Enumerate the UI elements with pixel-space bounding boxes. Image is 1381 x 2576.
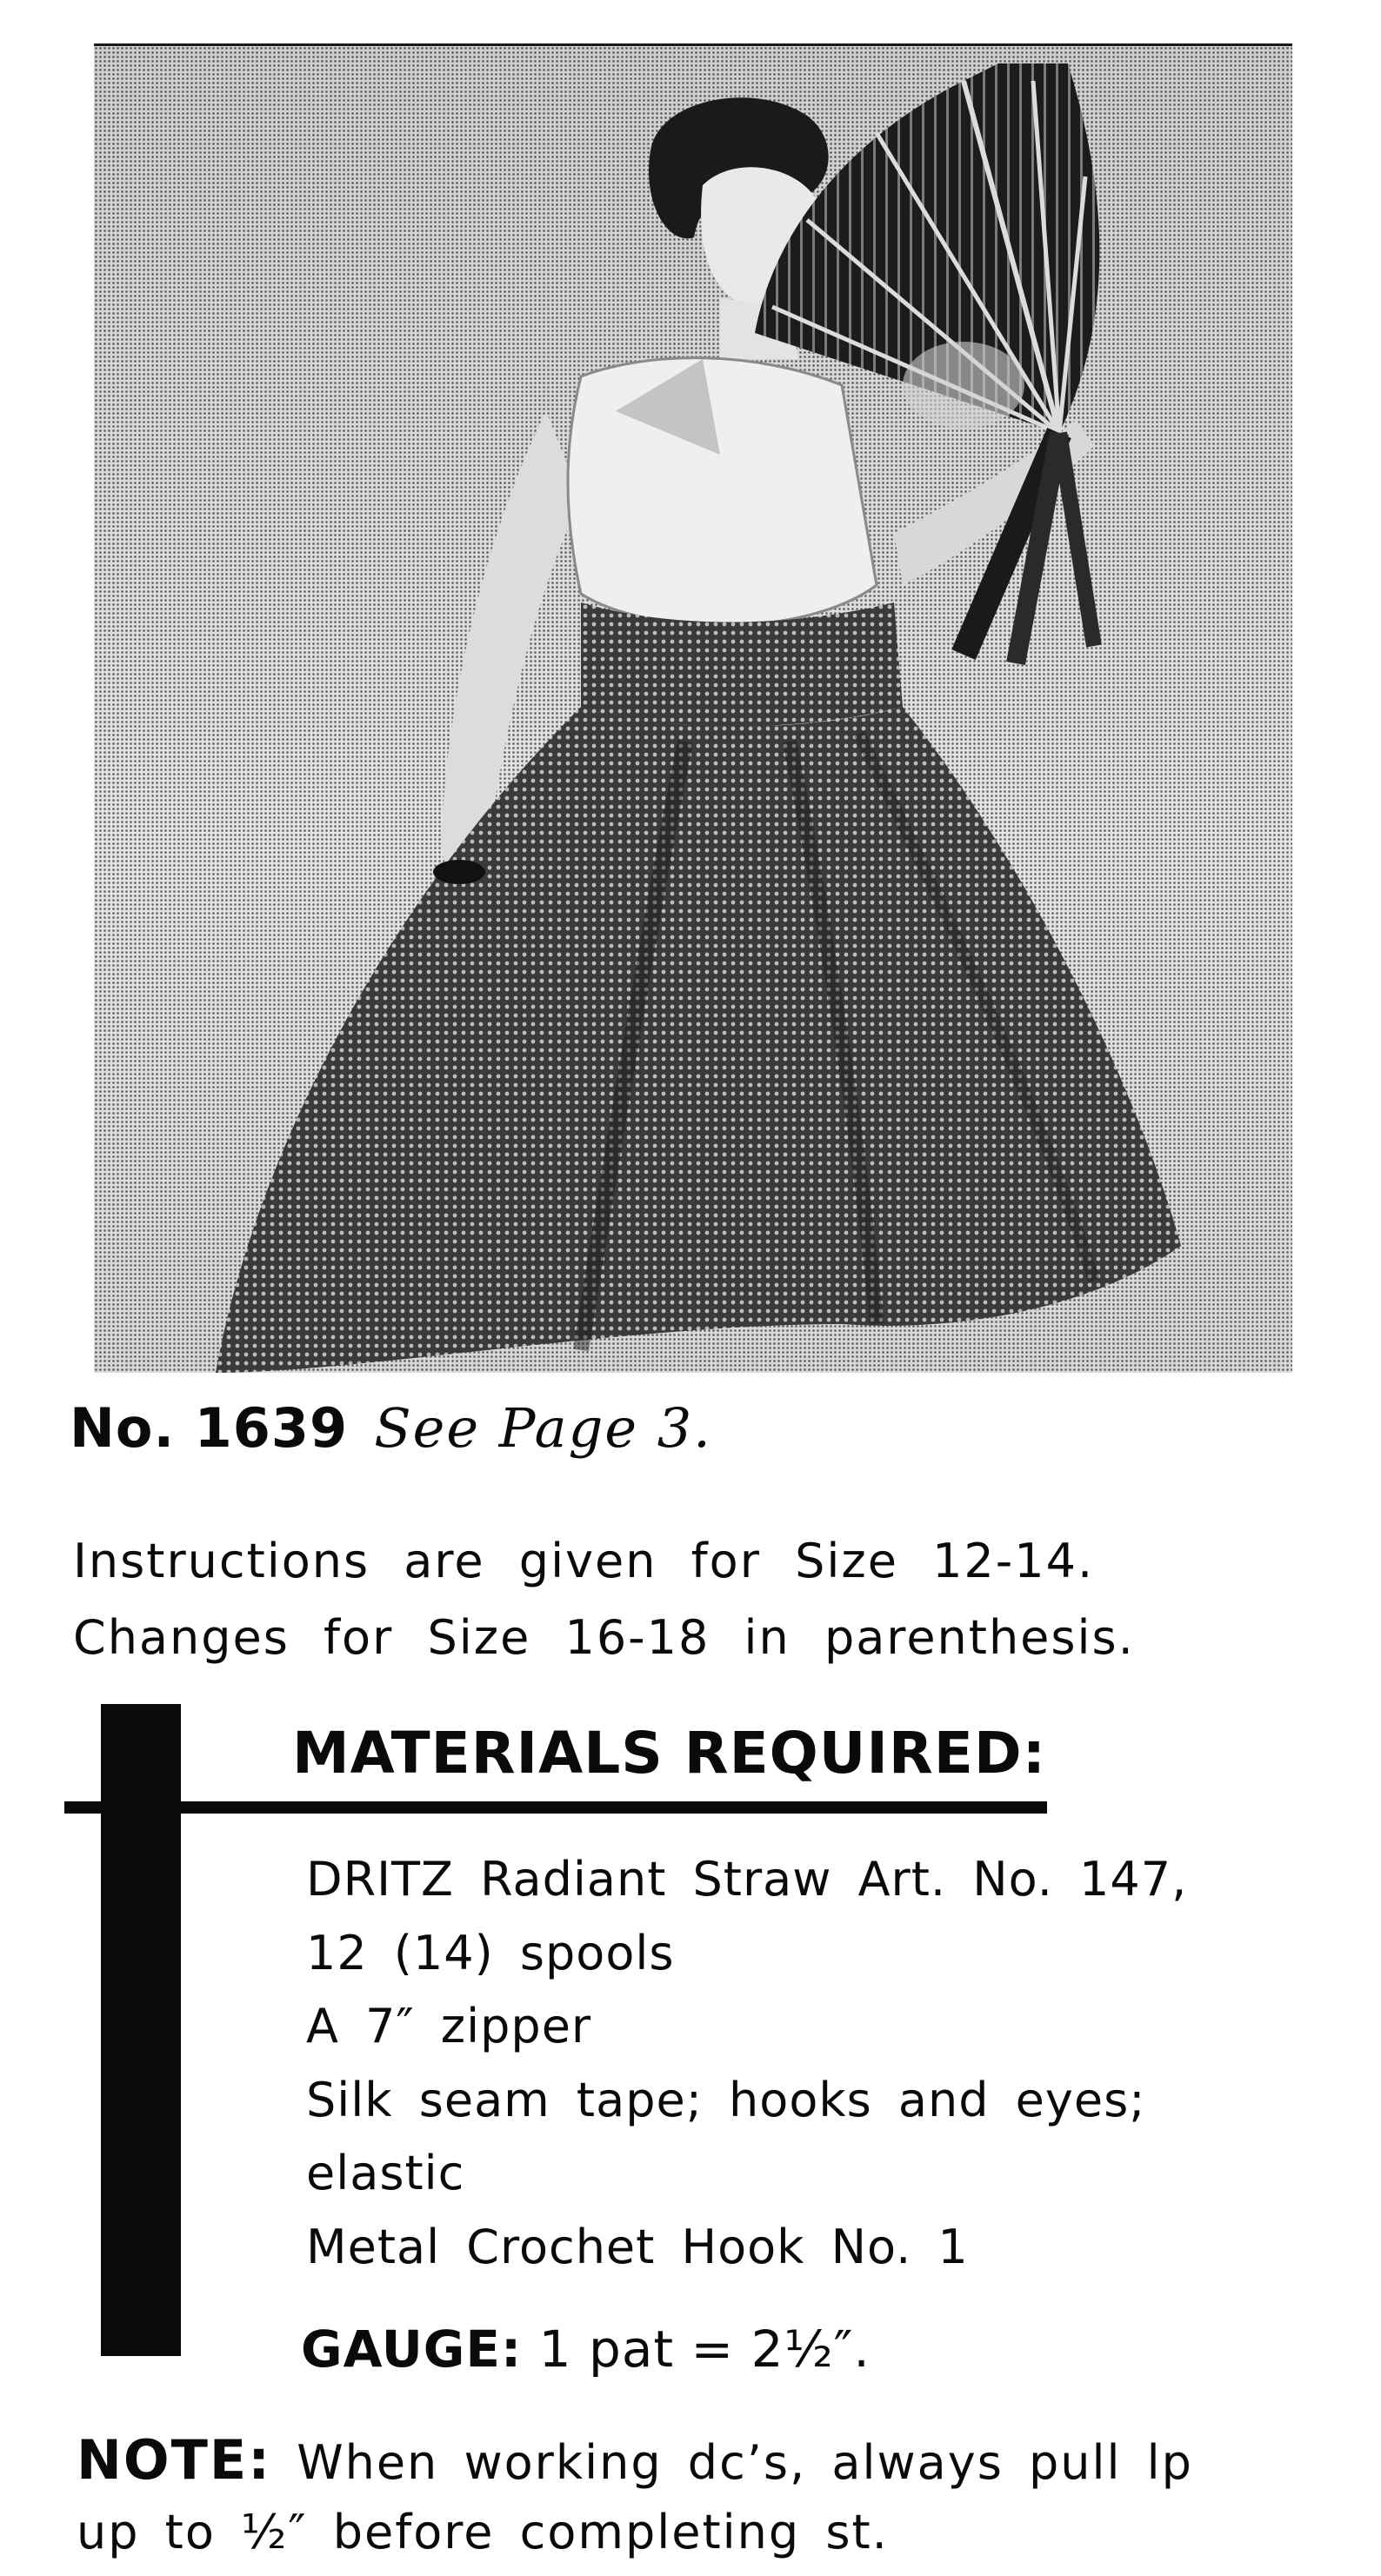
materials-item: 12 (14) spools <box>306 1925 675 1980</box>
page-reference: See Page 3. <box>374 1396 712 1460</box>
materials-list <box>306 1843 1187 2284</box>
bracelet <box>433 860 485 884</box>
pattern-photo <box>94 43 1292 1373</box>
crochet-skirt <box>216 707 1181 1373</box>
materials-item: Metal Crochet Hook No. 1 <box>306 2219 969 2274</box>
note-text-1: When working dc’s, always pull lp <box>297 2435 1193 2490</box>
gauge <box>301 2320 871 2379</box>
note-line-1 <box>77 2426 1193 2498</box>
materials-item: DRITZ Radiant Straw Art. No. 147, <box>306 1852 1188 1907</box>
note-line-2: up to ½″ before completing st. <box>77 2505 889 2559</box>
note <box>77 2426 1193 2567</box>
photo-illustration <box>94 46 1292 1373</box>
materials-item: Silk seam tape; hooks and eyes; <box>306 2072 1146 2127</box>
materials-heading: MATERIALS REQUIRED: <box>292 1720 1047 1787</box>
materials-item: elastic <box>306 2146 465 2200</box>
pattern-caption <box>70 1396 712 1460</box>
instructions-line-1: Instructions are given for Size 12-14. <box>73 1534 1095 1588</box>
gauge-value: 1 pat = 2½″. <box>538 2320 871 2379</box>
materials-item: A 7″ zipper <box>306 1999 592 2053</box>
instructions-line-2: Changes for Size 16-18 in parenthesis. <box>73 1610 1135 1665</box>
size-instructions <box>73 1523 1325 1676</box>
halter-top <box>568 358 877 626</box>
pattern-number: No. 1639 <box>70 1396 349 1460</box>
decorative-horizontal-rule <box>64 1801 1047 1814</box>
gauge-label: GAUGE: <box>301 2320 523 2379</box>
note-label: NOTE: <box>77 2428 272 2492</box>
